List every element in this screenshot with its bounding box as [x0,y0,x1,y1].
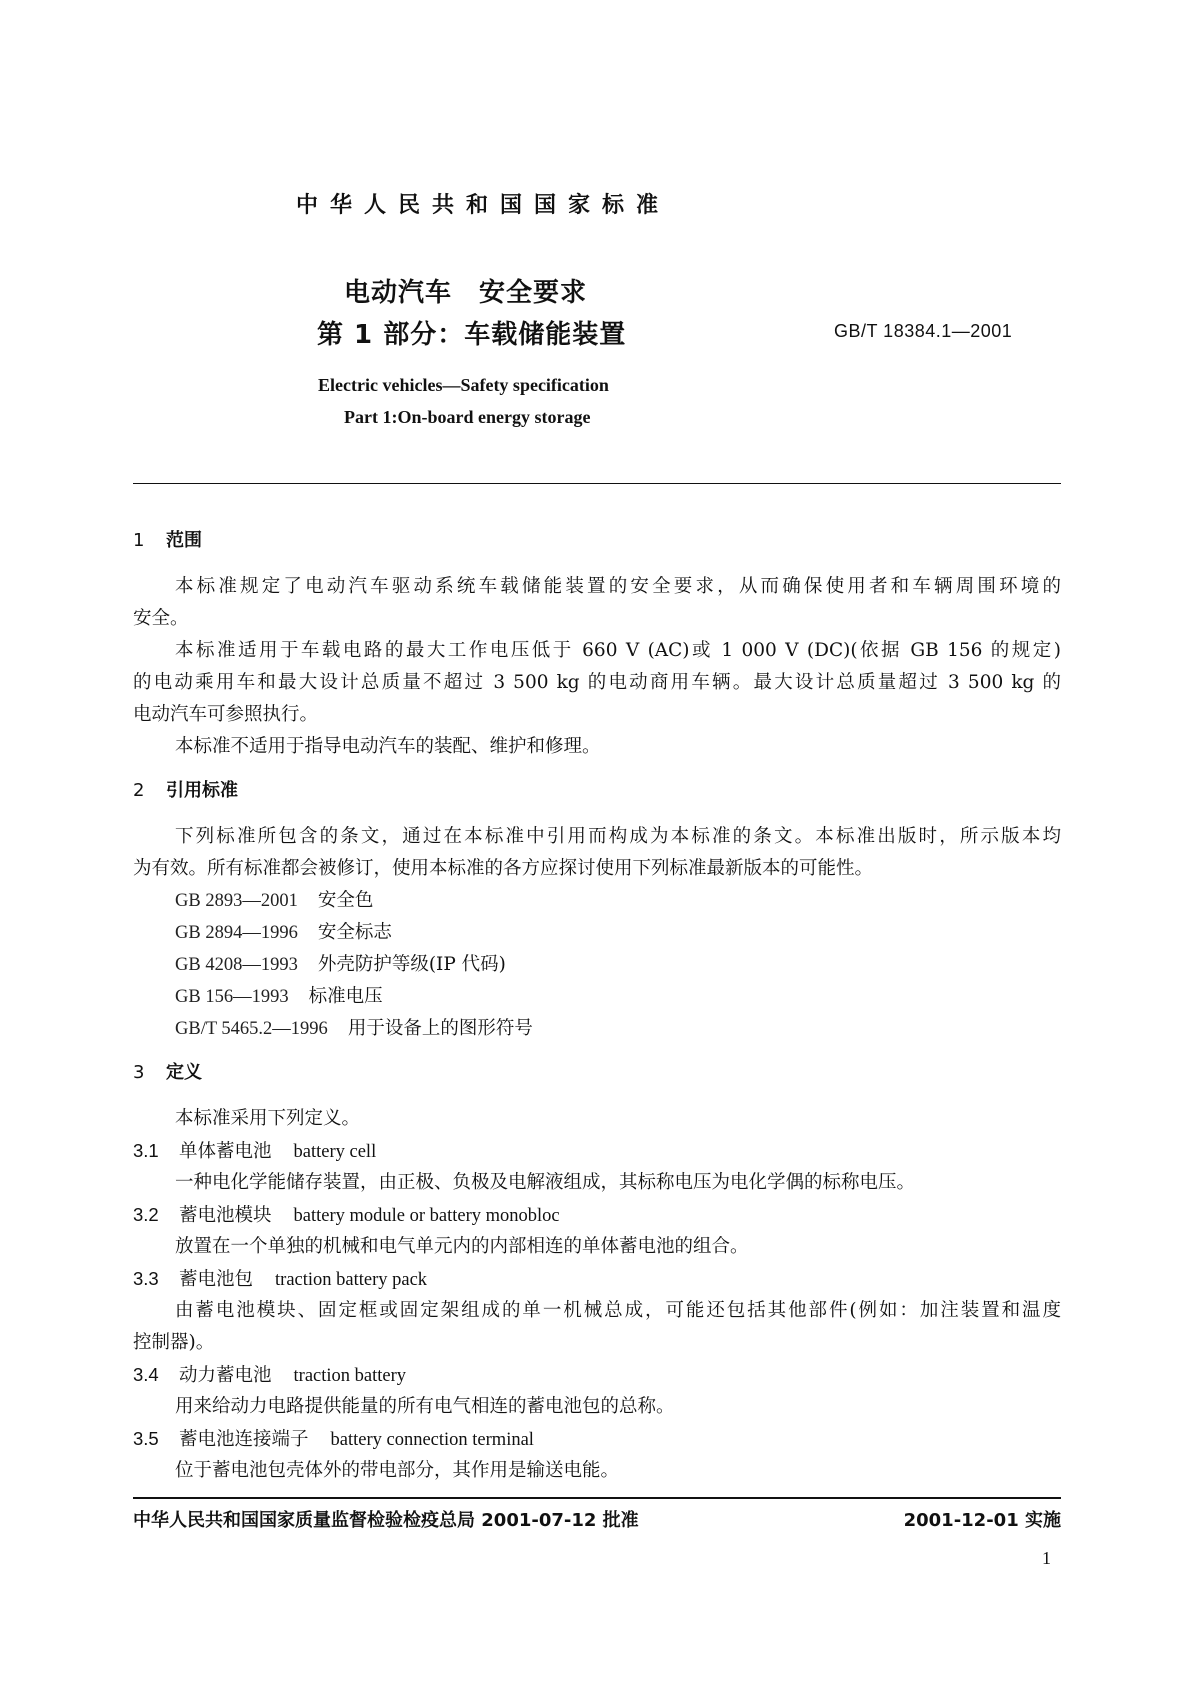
document-body [133,525,1061,1487]
reference-title: 安全色 [317,890,374,911]
reference-item [133,1013,1061,1045]
header-divider [133,483,1061,484]
section-heading [133,775,1061,807]
term-english: battery module or battery monobloc [293,1206,560,1226]
paragraph-line: 安全。 [133,608,189,629]
paragraph-line: 本标准采用下列定义。 [175,1108,361,1129]
title-cn-line2: 第 1 部分：车载储能装置 [317,320,627,350]
paragraph-line: 电动汽车可参照执行。 [133,704,319,725]
term-number: 3.5 [133,1428,159,1449]
page-number: 1 [1042,1548,1051,1568]
term-number: 3.1 [133,1140,159,1161]
term-definition-heading [133,1135,1061,1167]
paragraph-line: 放置在一个单独的机械和电气单元内的内部相连的单体蓄电池的组合。 [175,1236,749,1257]
term-chinese: 蓄电池包 [179,1269,254,1290]
reference-item [133,949,1061,981]
reference-item [133,885,1061,917]
reference-code: GB 4208—1993 [175,955,298,975]
reference-code: GB 2893—2001 [175,891,298,911]
term-definition-heading [133,1423,1061,1455]
paragraph-line: 本标准规定了电动汽车驱动系统车载储能装置的安全要求，从而确保使用者和车辆周围环境的 [175,576,1061,597]
paragraph-line: 本标准不适用于指导电动汽车的装配、维护和修理。 [175,736,601,757]
paragraph-line: 的电动乘用车和最大设计总质量不超过 3 500 kg 的电动商用车辆。最大设计总质量超过 3 500 kg 的 [133,672,1061,693]
footer-divider [133,1497,1061,1499]
paragraph-line: 控制器)。 [133,1332,215,1353]
paragraph-line: 下列标准所包含的条文，通过在本标准中引用而构成为本标准的条文。本标准出版时，所示版本均 [175,826,1061,847]
paragraph-line: 由蓄电池模块、固定框或固定架组成的单一机械总成，可能还包括其他部件(例如：加注装置和温度 [175,1300,1061,1321]
paragraph-line: 为有效。所有标准都会被修订，使用本标准的各方应探讨使用下列标准最新版本的可能性。 [133,858,874,879]
reference-code: GB 2894—1996 [175,923,298,943]
reference-item [133,981,1061,1013]
reference-title: 外壳防护等级(IP 代码) [317,954,506,975]
paragraph-line: 本标准适用于车载电路的最大工作电压低于 660 V (AC)或 1 000 V (DC)(依据 GB 156 的规定) [175,640,1061,661]
term-number: 3.2 [133,1204,159,1225]
term-english: battery connection terminal [330,1430,534,1450]
section-title: 范围 [166,530,202,551]
reference-title: 标准电压 [308,986,383,1007]
reference-code: GB/T 5465.2—1996 [175,1019,328,1039]
term-chinese: 蓄电池连接端子 [179,1429,309,1450]
section-heading [133,525,1061,557]
implementation-date: 2001-12-01 实施 [903,1510,1061,1531]
section-number: 2 [133,780,145,801]
term-chinese: 动力蓄电池 [179,1365,272,1386]
paragraph-line: 用来给动力电路提供能量的所有电气相连的蓄电池包的总称。 [175,1396,675,1417]
term-english: battery cell [293,1142,377,1162]
section-number: 3 [133,1062,145,1083]
issuer-title: 中华人民共和国国家标准 [296,193,671,218]
term-definition-heading [133,1263,1061,1295]
reference-code: GB 156—1993 [175,987,289,1007]
standard-number: GB/T 18384.1—2001 [834,321,1013,341]
term-chinese: 单体蓄电池 [179,1141,272,1162]
section-heading [133,1057,1061,1089]
title-en-line2: Part 1:On-board energy storage [344,407,591,427]
paragraph-line: 位于蓄电池包壳体外的带电部分，其作用是输送电能。 [175,1460,620,1481]
reference-title: 安全标志 [317,922,392,943]
term-number: 3.3 [133,1268,159,1289]
term-english: traction battery pack [275,1270,428,1290]
reference-item [133,917,1061,949]
term-definition-heading [133,1359,1061,1391]
term-english: traction battery [293,1366,407,1386]
section-title: 引用标准 [166,780,238,801]
section-title: 定义 [166,1062,202,1083]
term-chinese: 蓄电池模块 [179,1205,272,1226]
term-definition-heading [133,1199,1061,1231]
term-number: 3.4 [133,1364,159,1385]
approval-note: 中华人民共和国国家质量监督检验检疫总局 2001-07-12 批准 [133,1510,639,1531]
title-cn-line1: 电动汽车 安全要求 [344,278,588,308]
section-number: 1 [133,530,145,551]
title-en-line1: Electric vehicles—Safety specification [318,375,609,395]
paragraph-line: 一种电化学能储存装置，由正极、负极及电解液组成，其标称电压为电化学偶的标称电压。 [175,1172,916,1193]
reference-title: 用于设备上的图形符号 [347,1018,533,1039]
